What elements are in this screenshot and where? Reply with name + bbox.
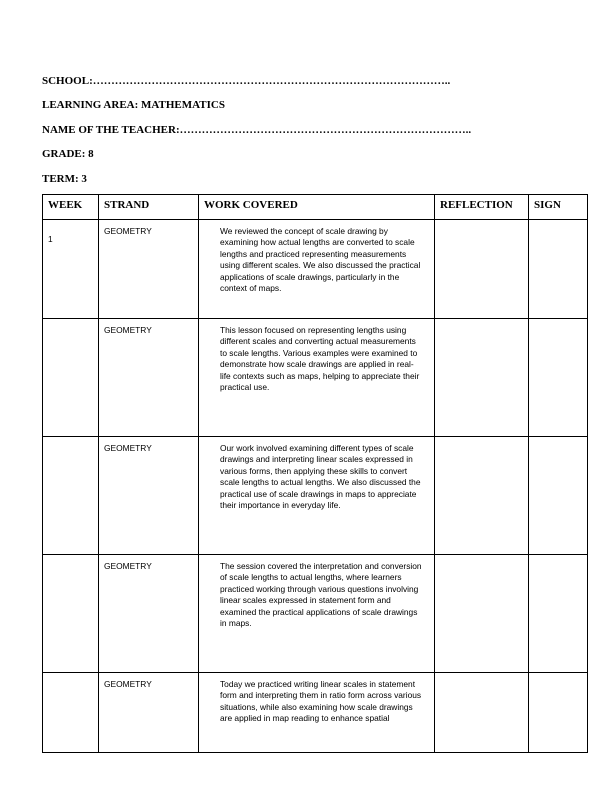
sign-cell: [529, 437, 588, 555]
sign-cell: [529, 220, 588, 319]
school-field: SCHOOL:……………………………………………………………………………………..: [42, 75, 451, 87]
work-covered-cell: Today we practiced writing linear scales in statement form and interpreting them in ratio form across various situations, while also examining how scale drawings are applied in map reading to enhance spatial: [199, 673, 435, 753]
column-header-week: WEEK: [43, 195, 99, 220]
work-covered-cell: The session covered the interpretation and conversion of scale lengths to actual lengths, where learners practiced working through various questions involving linear scales expressed in statement form and examined the practical applications of scale drawings in maps.: [199, 555, 435, 673]
column-header-reflection: REFLECTION: [435, 195, 529, 220]
teacher-name-field: NAME OF THE TEACHER:……………………………………………………………………..: [42, 124, 472, 136]
reflection-cell: [435, 319, 529, 437]
column-header-sign: SIGN: [529, 195, 588, 220]
grade-label: GRADE: 8: [42, 148, 94, 160]
strand-cell: GEOMETRY: [99, 555, 199, 673]
reflection-cell: [435, 437, 529, 555]
sign-cell: [529, 319, 588, 437]
week-cell: [43, 437, 99, 555]
reflection-cell: [435, 220, 529, 319]
table-row: [43, 673, 588, 753]
table-row: [43, 555, 588, 673]
reflection-cell: [435, 555, 529, 673]
work-covered-cell: This lesson focused on representing lengths using different scales and converting actual measurements to scale lengths. Various examples were examined to demonstrate how scale drawings are applied in real-life contexts such as maps, helping to appreciate their practical use.: [199, 319, 435, 437]
table-row: [43, 220, 588, 319]
work-covered-cell: Our work involved examining different types of scale drawings and interpreting linear scales expressed in various forms, then applying these skills to convert scale lengths to actual lengths. We also discussed the practical use of scale drawings in maps to appreciate their importance in everyday life.: [199, 437, 435, 555]
strand-cell: GEOMETRY: [99, 673, 199, 753]
table-row: [43, 319, 588, 437]
week-cell: [43, 555, 99, 673]
sign-cell: [529, 555, 588, 673]
column-header-strand: STRAND: [99, 195, 199, 220]
strand-cell: GEOMETRY: [99, 220, 199, 319]
week-cell: 1: [43, 220, 99, 319]
sign-cell: [529, 673, 588, 753]
reflection-cell: [435, 673, 529, 753]
work-covered-cell: We reviewed the concept of scale drawing by examining how actual lengths are converted to scale lengths and practiced representing measurements using different scales. We also discussed the practical applications of scale drawings, particularly in the context of maps.: [199, 220, 435, 319]
table-row: [43, 437, 588, 555]
week-cell: [43, 319, 99, 437]
column-header-work-covered: WORK COVERED: [199, 195, 435, 220]
work-covered-table: [42, 194, 588, 753]
week-cell: [43, 673, 99, 753]
term-label: TERM: 3: [42, 173, 87, 185]
table-header-row: [43, 195, 588, 220]
strand-cell: GEOMETRY: [99, 437, 199, 555]
strand-cell: GEOMETRY: [99, 319, 199, 437]
learning-area: LEARNING AREA: MATHEMATICS: [42, 99, 225, 111]
